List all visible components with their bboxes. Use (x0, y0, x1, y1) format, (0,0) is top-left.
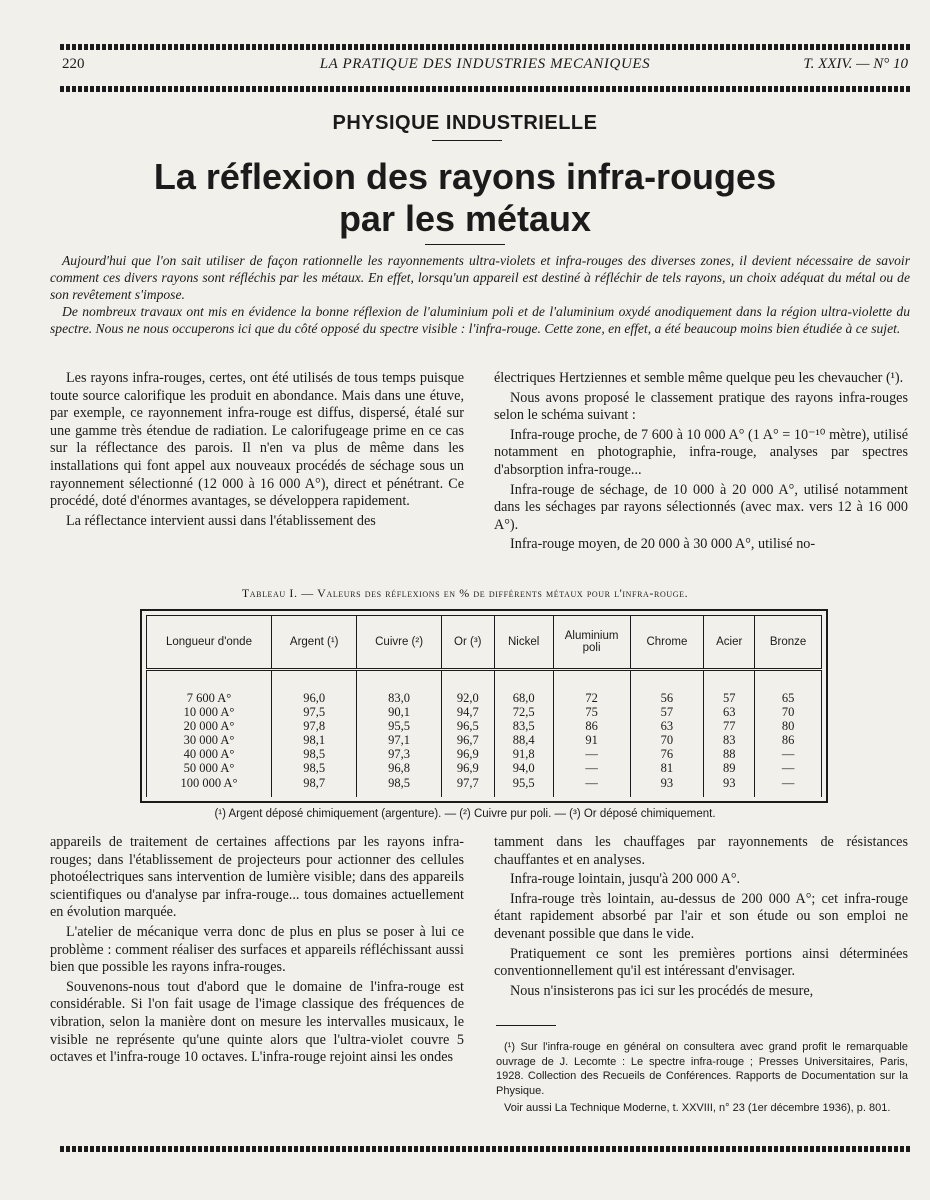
table-cell: 77 (722, 719, 736, 734)
table-cell: 96,0 (303, 691, 326, 705)
table-cell: 94,7 (456, 705, 479, 720)
table-cell: 97,1 (388, 733, 411, 748)
table-cell: 56 (660, 691, 674, 705)
table-cell: 91 (585, 733, 598, 748)
chrome-column (630, 670, 704, 798)
paragraph: Infra-rouge lointain, jusqu'à 200 000 A°. (510, 871, 741, 888)
table-cell: 76 (660, 747, 674, 762)
paragraph: appareils de traitement de certaines affections par les rayons infra-rouges; dans l'établissement de projecteurs pour actionner des cellules photoélectriques sans intervention de lumière visible; dans des appareils scientifiques ou d'analyse par infra-rouge... tous domaines actuellement en évolution marquée. (50, 834, 464, 921)
table-cell: 96,8 (388, 761, 411, 776)
table-cell: 30 000 A° (183, 733, 235, 748)
table-cell: 94,0 (512, 761, 535, 776)
table-cell: 93 (722, 775, 736, 790)
paragraph: Infra-rouge très lointain, au-dessus de 200 000 A°; cet infra-rouge étant rapidement absorbé par l'air et son étude ou son emploi ne devenant possible que dans le vide. (494, 890, 908, 942)
table-cell: 98,5 (388, 775, 411, 790)
table-cell: 63 (660, 719, 674, 734)
nickel-column (494, 670, 553, 798)
table-cell: — (585, 775, 598, 790)
table-cell: — (585, 761, 598, 776)
volume-number: T. XXIV. — N° 10 (803, 56, 908, 72)
table-cell: 96,9 (456, 761, 479, 776)
footnote-rule (496, 1025, 556, 1026)
table-notes: (¹) Argent déposé chimiquement (argenture). — (²) Cuivre pur poli. — (³) Or déposé chimiquement. (214, 808, 716, 820)
or-column (441, 670, 494, 798)
footnote: Voir aussi La Technique Moderne, t. XXVIII, n° 23 (1er décembre 1936), p. 801. (504, 1102, 891, 1114)
table-cell: — (781, 775, 795, 790)
table-cell: 89 (722, 761, 736, 776)
page-number: 220 (62, 56, 85, 72)
table-cell: 96,5 (456, 719, 479, 734)
table-caption: Tableau I. — Valeurs des réflexions en % de différents métaux pour l'infra-rouge. (241, 586, 689, 600)
paragraph: Nous n'insisterons pas ici sur les procédés de mesure, (510, 982, 814, 999)
table-cell: — (585, 747, 598, 762)
table-cell: 68,0 (512, 691, 535, 705)
journal-title: LA PRATIQUE DES INDUSTRIES MECANIQUES (319, 56, 651, 72)
table-header: Chrome (630, 616, 704, 670)
column-2 (494, 370, 908, 556)
paragraph: Infra-rouge proche, de 7 600 à 10 000 A° (1 A° = 10⁻¹⁰ mètre), utilisé notamment en photographie, infra-rouge, analyses par spectres d'absorption infra-rouge... (494, 426, 908, 478)
article-title (0, 156, 930, 240)
table-cell: 98,7 (303, 775, 326, 790)
paragraph: électriques Hertziennes et semble même quelque peu les chevaucher (¹). (494, 370, 904, 386)
intro-paragraph: Aujourd'hui que l'on sait utiliser de façon rationnelle les rayonnements ultra-violets et infra-rouges des diverses zones, il devient nécessaire de savoir comment ces divers rayons sont réfléchis par les métaux. En effet, lorsqu'un appareil est destiné à réfléchir de tels rayons, un choix adéquat du métal ou de son revêtement s'impose. (50, 253, 910, 302)
paragraph: Pratiquement ce sont les premières portions ainsi déterminées conventionnellement qu'il est intéressant d'envisager. (494, 945, 908, 980)
title-underline (425, 244, 505, 245)
bronze-column (755, 670, 822, 798)
table-cell: 96,9 (456, 747, 479, 762)
table-header: Argent (¹) (272, 616, 357, 670)
table-header: Longueur d'onde (147, 616, 272, 670)
section-underline (432, 140, 502, 141)
column-4 (494, 834, 908, 1002)
aluminium-column (553, 670, 630, 798)
cuivre-column (357, 670, 441, 798)
table-cell: 96,7 (456, 733, 479, 748)
table-cell: 10 000 A° (183, 705, 235, 720)
argent-column (272, 670, 357, 798)
table-cell: 95,5 (388, 719, 411, 734)
table-header: Nickel (494, 616, 553, 670)
paragraph: L'atelier de mécanique verra donc de plus en plus se poser à lui ce problème : comment réaliser des surfaces et appareils réfléchissant aussi bien que possible les rayons infra-rouges. (50, 923, 464, 976)
table-header: Cuivre (²) (357, 616, 441, 670)
table-cell: 88,4 (512, 733, 535, 748)
paragraph: Souvenons-nous tout d'abord que le domaine de l'infra-rouge est considérable. Si l'on fait usage de l'image classique des fréquences de vibration, selon la manière dont on mesure les intervalles musicaux, le visible ne représente qu'une quinte alors que l'ultra-violet couvre 5 octaves et l'infra-rouge 10 octaves. L'infra-rouge rejoint ainsi les ondes (50, 978, 464, 1066)
table-cell: 7 600 A° (186, 691, 232, 705)
table-cell: 80 (781, 719, 795, 734)
acier-column (704, 670, 755, 798)
table-cell: 97,8 (303, 719, 326, 734)
table-cell: 40 000 A° (183, 747, 235, 762)
paragraph: Infra-rouge de séchage, de 10 000 à 20 000 A°, utilisé notamment dans les séchages par rayons sélectionnés (avec max. vers 12 à 16 000 A°). (494, 481, 908, 533)
paragraph: Nous avons proposé le classement pratique des rayons infra-rouges selon le schéma suivant : (494, 389, 908, 424)
running-header (62, 56, 908, 78)
bottom-rule (60, 1146, 910, 1152)
table-cell: 57 (660, 705, 674, 720)
table-cell: — (781, 761, 795, 776)
table-cell: 92,0 (456, 691, 479, 705)
table-cell: 98,5 (303, 761, 326, 776)
title-line-1: La réflexion des rayons infra-rouges (153, 156, 777, 197)
header-rule (60, 86, 910, 92)
top-rule (60, 44, 910, 50)
table-cell: 50 000 A° (183, 761, 235, 776)
table-header: Acier (704, 616, 755, 670)
table-cell: 72 (585, 691, 598, 705)
table-cell: 86 (781, 733, 795, 748)
section-heading: PHYSIQUE INDUSTRIELLE (332, 112, 598, 134)
paragraph: Infra-rouge moyen, de 20 000 à 30 000 A°, utilisé no- (510, 536, 816, 553)
footnote: (¹) Sur l'infra-rouge en général on consultera avec grand profit le remarquable ouvrage de J. Lecomte : Le spectre infra-rouge ; Presses Universitaires, Paris, 1928. Collection des Recueils de Conférences. Rapports de Documentation sur la Physique. (496, 1041, 908, 1097)
table-cell: 57 (722, 691, 736, 705)
table-cell: 72,5 (512, 705, 535, 720)
footnotes (496, 1040, 908, 1119)
table-header: Or (³) (441, 616, 494, 670)
table-cell: 86 (585, 719, 598, 734)
column-3 (50, 834, 464, 1069)
table-cell: 100 000 A° (180, 775, 238, 790)
paragraph: Les rayons infra-rouges, certes, ont été utilisés de tous temps puisque toute source calorifique les produit en abondance. Mais dans une étuve, par exemple, ce rayonnement infra-rouge est diffus, dispersé, étalé sur une gamme très étendue de radiation. Le calorifugeage prime en ce cas sur la réflectance des parois. Il n'en va plus de même dans les installations qui font appel aux nouveaux procédés de séchage sous un rayonnement sélectionné (12 000 à 16 000 A°), direct et pénétrant. Ce procédé, doté d'énormes avantages, se développera rapidement. (50, 370, 464, 510)
table-cell: 93 (660, 775, 674, 790)
table-cell: 91,8 (512, 747, 535, 762)
table-cell: 83 (722, 733, 736, 748)
table-cell: 98,5 (303, 747, 326, 762)
column-1 (50, 370, 464, 532)
paragraph: La réflectance intervient aussi dans l'établissement des (66, 512, 376, 529)
table-cell: 70 (660, 733, 674, 748)
table-header: Aluminium poli (553, 616, 630, 670)
table-cell: 90,1 (388, 705, 411, 720)
table-cell: 81 (660, 761, 674, 776)
table-cell: 75 (585, 705, 598, 720)
table-cell: 83,0 (388, 691, 411, 705)
table-cell: 97,7 (456, 775, 479, 790)
reflection-table (140, 609, 828, 803)
table-cell: 97,3 (388, 747, 411, 762)
table-cell: 20 000 A° (183, 719, 235, 734)
table-cell: 70 (781, 705, 795, 720)
table-cell: 65 (781, 691, 795, 705)
table-cell: 88 (722, 747, 736, 762)
intro-paragraph: De nombreux travaux ont mis en évidence la bonne réflexion de l'aluminium poli et de l'aluminium oxydé anodiquement dans la région ultra-violette du spectre. Nous ne nous occuperons ici que du côté opposé du spectre visible : l'infra-rouge. Cette zone, en effet, a été beaucoup moins bien étudiée à ce sujet. (50, 304, 910, 336)
paragraph: tamment dans les chauffages par rayonnements de résistances chauffantes et en analyses. (494, 834, 908, 868)
wavelength-column (147, 670, 272, 798)
intro-abstract (50, 252, 910, 337)
table-header: Bronze (755, 616, 822, 670)
table-cell: 98,1 (303, 733, 326, 748)
title-line-2: par les métaux (338, 198, 592, 239)
table-cell: 97,5 (303, 705, 326, 720)
table-cell: — (781, 747, 795, 762)
table-cell: 83,5 (512, 719, 535, 734)
table-cell: 95,5 (512, 775, 535, 790)
table-cell: 63 (722, 705, 736, 720)
